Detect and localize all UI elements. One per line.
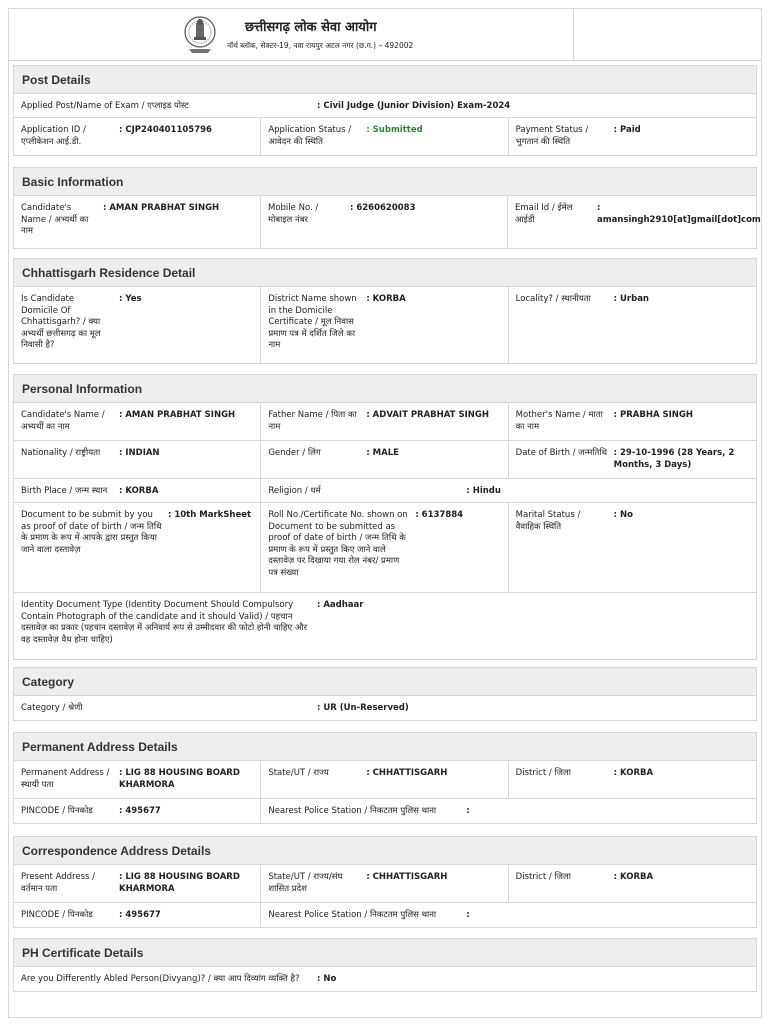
application-id-label: Application ID / एप्लीकेशन आई.डी. <box>21 125 86 147</box>
table-row <box>14 799 756 823</box>
table-row <box>14 94 756 118</box>
org-name: छत्तीसगढ़ लोक सेवा आयोग <box>245 20 377 35</box>
permanent-address-section <box>13 732 757 824</box>
section-title: Basic Information <box>14 168 756 196</box>
permanent-state-cell <box>261 761 508 798</box>
nationality-cell <box>14 441 261 478</box>
email-label: Email Id / ईमेल आईडी <box>515 203 573 225</box>
section-title: Post Details <box>14 66 756 94</box>
table-row <box>14 403 756 441</box>
application-form-page <box>8 8 762 1018</box>
section-title: PH Certificate Details <box>14 939 756 967</box>
divyang-cell <box>14 967 756 991</box>
mother-name-value: : PRABHA SINGH <box>613 410 693 420</box>
religion-value: : Hindu <box>466 486 501 496</box>
org-address: नॉर्थ ब्लॉक, सेक्टर-19, नवा रायपुर अटल नगर (छ.ग.) – 492002 <box>227 41 414 50</box>
permanent-pincode-cell <box>14 799 261 823</box>
marital-status-value: : No <box>613 510 633 520</box>
ph-certificate-section <box>13 938 757 992</box>
nationality-value: : INDIAN <box>119 448 160 458</box>
application-status-label: Application Status / आवेदन की स्थिति <box>268 125 352 147</box>
section-title: Permanent Address Details <box>14 733 756 761</box>
personal-name-value: : AMAN PRABHAT SINGH <box>119 410 236 420</box>
domicile-label: Is Candidate Domicile Of Chhattisgarh? / क्या अभ्यर्थी छत्तीसगढ़ का मूल निवासी है? <box>21 294 101 350</box>
table-row <box>14 903 756 927</box>
dob-label: Date of Birth / जन्मतिथि <box>515 448 608 458</box>
applied-post-cell <box>14 94 756 117</box>
permanent-district-cell <box>509 761 756 798</box>
permanent-address-cell <box>14 761 261 798</box>
payment-status-value: : Paid <box>613 125 641 135</box>
present-address-label: Present Address / वर्तमान पता <box>21 872 96 894</box>
correspondence-address-section <box>13 836 757 928</box>
category-section <box>13 667 757 721</box>
identity-document-cell <box>14 593 756 659</box>
birthplace-label: Birth Place / जन्म स्थान <box>21 486 108 496</box>
gender-cell <box>261 441 508 478</box>
correspondence-state-value: : CHHATTISGARH <box>366 872 448 882</box>
roll-number-label: Roll No./Certificate No. shown on Document to be submitted as proof of date of birth / जन्म तिथि के प्रमाण के रूप में प्रस्तुत किए जाने वाले दस्तावेज़ पर दिखाया गया रोल नंबर/ प्रमाण पत्र संख्या <box>268 510 408 578</box>
table-row <box>14 287 756 363</box>
table-row <box>14 696 756 720</box>
identity-document-label: Identity Document Type (Identity Document Should Compulsory Contain Photograph of the candidate and it should Valid) / पहचान दस्तावेज़ का प्रकार (पहचान दस्तावेज़ में अनिवार्य रूप से उम्मीदवार की फोटो होनी चाहिए और वह दस्तावेज़ वैध होना चाहिए) <box>21 600 308 645</box>
personal-name-cell <box>14 403 261 440</box>
section-title: Personal Information <box>14 375 756 403</box>
category-value: : UR (Un-Reserved) <box>317 703 409 713</box>
gender-label: Gender / लिंग <box>268 448 321 458</box>
table-row <box>14 441 756 479</box>
table-row <box>14 761 756 799</box>
application-status-cell <box>261 118 508 155</box>
marital-status-cell <box>509 503 756 592</box>
section-title: Correspondence Address Details <box>14 837 756 865</box>
divyang-value: : No <box>317 974 337 984</box>
state-emblem-icon <box>183 13 217 55</box>
roll-number-value: : 6137884 <box>415 510 464 520</box>
mother-name-label: Mother's Name / माता का नाम <box>515 410 603 432</box>
application-id-value: : CJP240401105796 <box>119 125 212 135</box>
roll-number-cell <box>261 503 508 592</box>
candidate-name-cell <box>14 196 261 248</box>
locality-label: Locality? / स्थानीयता <box>515 294 591 304</box>
nationality-label: Nationality / राष्ट्रीयता <box>21 448 101 458</box>
correspondence-district-label: District / जिला <box>515 872 571 882</box>
father-name-cell <box>261 403 508 440</box>
permanent-pincode-value: : 495677 <box>119 806 161 816</box>
mobile-value: : 6260620083 <box>350 203 416 213</box>
permanent-state-value: : CHHATTISGARH <box>366 768 448 778</box>
correspondence-pincode-value: : 495677 <box>119 910 161 920</box>
locality-cell <box>509 287 756 363</box>
permanent-district-value: : KORBA <box>613 768 654 778</box>
correspondence-pincode-cell <box>14 903 261 927</box>
personal-name-label: Candidate's Name / अभ्यर्थी का नाम <box>21 410 105 432</box>
birthplace-cell <box>14 479 261 502</box>
dob-value: : 29-10-1996 (28 Years, 2 Months, 3 Days) <box>613 448 735 470</box>
table-row <box>14 967 756 991</box>
domicile-district-cell <box>261 287 508 363</box>
permanent-police-label: Nearest Police Station / निकटतम पुलिस थाना <box>268 806 437 816</box>
father-name-value: : ADVAIT PRABHAT SINGH <box>366 410 489 420</box>
category-cell <box>14 696 756 720</box>
correspondence-police-value: : <box>466 910 470 920</box>
dob-cell <box>509 441 756 478</box>
category-label: Category / श्रेणी <box>21 703 83 713</box>
table-row <box>14 503 756 593</box>
payment-status-label: Payment Status / भुगतान की स्थिति <box>515 125 589 147</box>
permanent-state-label: State/UT / राज्य <box>268 768 329 778</box>
basic-info-section <box>13 167 761 249</box>
correspondence-state-label: State/UT / राज्य/संघ शासित प्रदेश <box>268 872 343 894</box>
father-name-label: Father Name / पिता का नाम <box>268 410 357 432</box>
correspondence-district-value: : KORBA <box>613 872 654 882</box>
table-row <box>14 865 756 903</box>
religion-cell <box>261 479 756 502</box>
present-address-cell <box>14 865 261 902</box>
mobile-label: Mobile No. / मोबाइल नंबर <box>268 203 319 225</box>
locality-value: : Urban <box>613 294 649 304</box>
table-row <box>14 593 756 659</box>
section-title: Chhattisgarh Residence Detail <box>14 259 756 287</box>
divyang-label: Are you Differently Abled Person(Divyang)? / क्या आप दिव्यांग व्यक्ति है? <box>21 974 300 984</box>
application-id-cell <box>14 118 261 155</box>
email-value: : amansingh2910[at]gmail[dot]com <box>597 203 761 225</box>
domicile-cell <box>14 287 261 363</box>
correspondence-state-cell <box>261 865 508 902</box>
payment-status-cell <box>509 118 756 155</box>
permanent-pincode-label: PINCODE / पिनकोड <box>21 806 93 816</box>
present-address-value: : LIG 88 HOUSING BOARD KHARMORA <box>119 872 240 894</box>
permanent-district-label: District / जिला <box>515 768 571 778</box>
domicile-district-value: : KORBA <box>366 294 406 304</box>
domicile-value: : Yes <box>119 294 142 304</box>
section-title: Category <box>14 668 756 696</box>
domicile-district-label: District Name shown in the Domicile Certificate / मूल निवास प्रमाण पत्र में दर्शित जिले का नाम <box>268 294 357 350</box>
permanent-police-cell <box>261 799 756 823</box>
header-divider <box>573 9 574 60</box>
candidate-name-label: Candidate's Name / अभ्यर्थी का नाम <box>21 203 89 236</box>
identity-document-value: : Aadhaar <box>317 600 364 610</box>
candidate-name-value: : AMAN PRABHAT SINGH <box>103 203 220 213</box>
applied-post-value: : Civil Judge (Junior Division) Exam-2024 <box>317 101 511 111</box>
correspondence-police-label: Nearest Police Station / निकटतम पुलिस थाना <box>268 910 437 920</box>
birthplace-value: : KORBA <box>119 486 159 496</box>
permanent-address-value: : LIG 88 HOUSING BOARD KHARMORA <box>119 768 240 790</box>
marital-status-label: Marital Status / वैवाहिक स्थिति <box>515 510 581 532</box>
dob-document-value: : 10th MarkSheet <box>168 510 252 520</box>
residence-section <box>13 258 757 364</box>
dob-document-cell <box>14 503 261 592</box>
table-row <box>14 479 756 503</box>
mobile-cell <box>261 196 508 248</box>
permanent-address-label: Permanent Address / स्थायी पता <box>21 768 110 790</box>
post-details-section <box>13 65 757 156</box>
personal-info-section <box>13 374 757 660</box>
dob-document-label: Document to be submit by you as proof of date of birth / जन्म तिथि के प्रमाण के रूप में आपके द्वारा प्रस्तुत किया जाने वाला दस्तावेज़ <box>21 510 162 555</box>
correspondence-police-cell <box>261 903 756 927</box>
religion-label: Religion / धर्म <box>268 486 321 496</box>
email-cell <box>508 196 761 248</box>
table-row <box>14 196 761 248</box>
application-status-value: : Submitted <box>366 125 423 135</box>
correspondence-pincode-label: PINCODE / पिनकोड <box>21 910 93 920</box>
mother-name-cell <box>509 403 756 440</box>
applied-post-label: Applied Post/Name of Exam / एप्लाइड पोस्ट <box>21 101 189 111</box>
permanent-police-value: : <box>466 806 470 816</box>
table-row <box>14 118 756 155</box>
gender-value: : MALE <box>366 448 399 458</box>
correspondence-district-cell <box>509 865 756 902</box>
form-header <box>9 9 761 61</box>
